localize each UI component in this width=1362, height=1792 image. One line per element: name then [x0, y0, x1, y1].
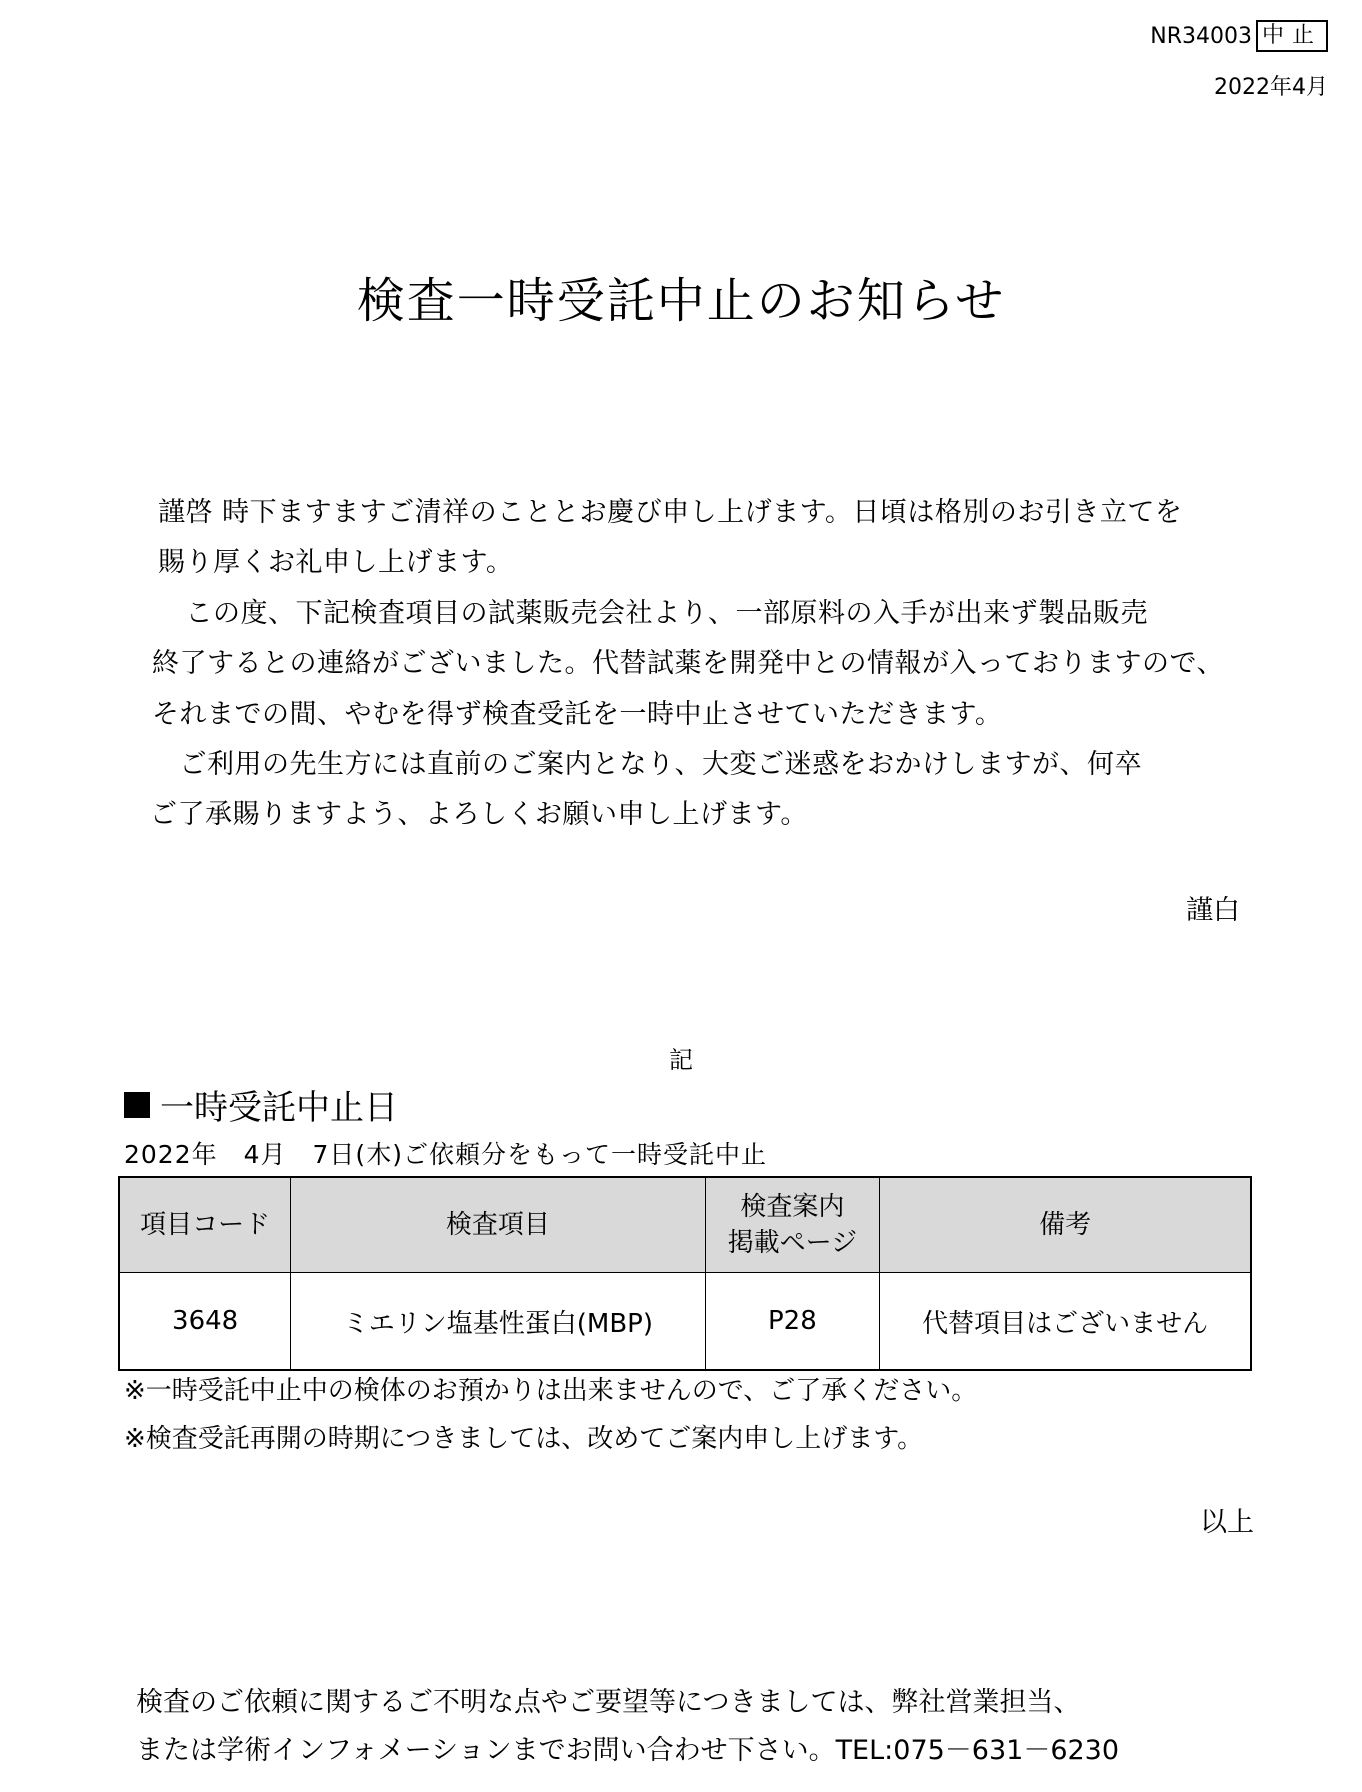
note-line-2: ※検査受託再開の時期につきましては、改めてご案内申し上げます。 — [124, 1424, 924, 1454]
header-page-line2: 掲載ページ — [727, 1228, 858, 1258]
body-line-6: ご利用の先生方には直前のご案内となり、大変ご迷惑をおかけしますが、何卒 — [152, 749, 1142, 780]
ki-mark: 記 — [669, 1046, 693, 1074]
cell-code: 3648 — [119, 1273, 291, 1371]
ending-ijou: 以上 — [1200, 1507, 1254, 1538]
header-remarks: 備考 — [880, 1177, 1251, 1273]
section-heading-text: 一時受託中止日 — [160, 1088, 398, 1128]
closing-kinpaku: 謹白 — [1186, 895, 1240, 926]
cell-item: ミエリン塩基性蛋白(MBP) — [291, 1273, 705, 1371]
header-code: 項目コード — [119, 1177, 291, 1273]
page-title: 検査一時受託中止のお知らせ — [356, 273, 1006, 329]
body-line-4: 終了するとの連絡がございました。代替試薬を開発中との情報が入っておりますので、 — [152, 648, 1224, 679]
table-header-row — [119, 1177, 1251, 1273]
cell-page: P28 — [705, 1273, 880, 1371]
header-page-line1: 検査案内 — [740, 1192, 845, 1222]
body-line-1: 謹啓 時下ますますご清祥のこととお慶び申し上げます。日頃は格別のお引き立てを — [158, 497, 1183, 528]
status-badge: 中止 — [1256, 20, 1328, 52]
body-line-5: それまでの間、やむを得ず検査受託を一時中止させていただきます。 — [152, 699, 1003, 730]
suspend-date-line: 2022年 4月 7日(木)ご依頼分をもって一時受託中止 — [124, 1140, 767, 1169]
document-date: 2022年4月 — [1214, 75, 1328, 100]
note-line-1: ※一時受託中止中の検体のお預かりは出来ませんので、ご了承ください。 — [124, 1376, 978, 1406]
body-line-3: この度、下記検査項目の試薬販売会社より、一部原料の入手が出来ず製品販売 — [158, 598, 1148, 629]
body-line-2: 賜り厚くお礼申し上げます。 — [158, 547, 514, 578]
footer-line-2: または学術インフォメーションまでお問い合わせ下さい。TEL:075－631－6230 — [136, 1735, 1120, 1766]
square-bullet-icon — [124, 1092, 150, 1118]
document-code-text: NR34003 — [1150, 23, 1252, 49]
item-table — [118, 1176, 1252, 1371]
cell-remarks: 代替項目はございません — [880, 1273, 1251, 1371]
document-code — [1150, 20, 1328, 52]
header-page — [705, 1177, 880, 1273]
table-row — [119, 1273, 1251, 1371]
section-heading — [124, 1080, 398, 1129]
body-line-7: ご了承賜りますよう、よろしくお願い申し上げます。 — [150, 799, 808, 830]
footer-line-1: 検査のご依頼に関するご不明な点やご要望等につきましては、弊社営業担当、 — [136, 1687, 1081, 1718]
header-item: 検査項目 — [291, 1177, 705, 1273]
